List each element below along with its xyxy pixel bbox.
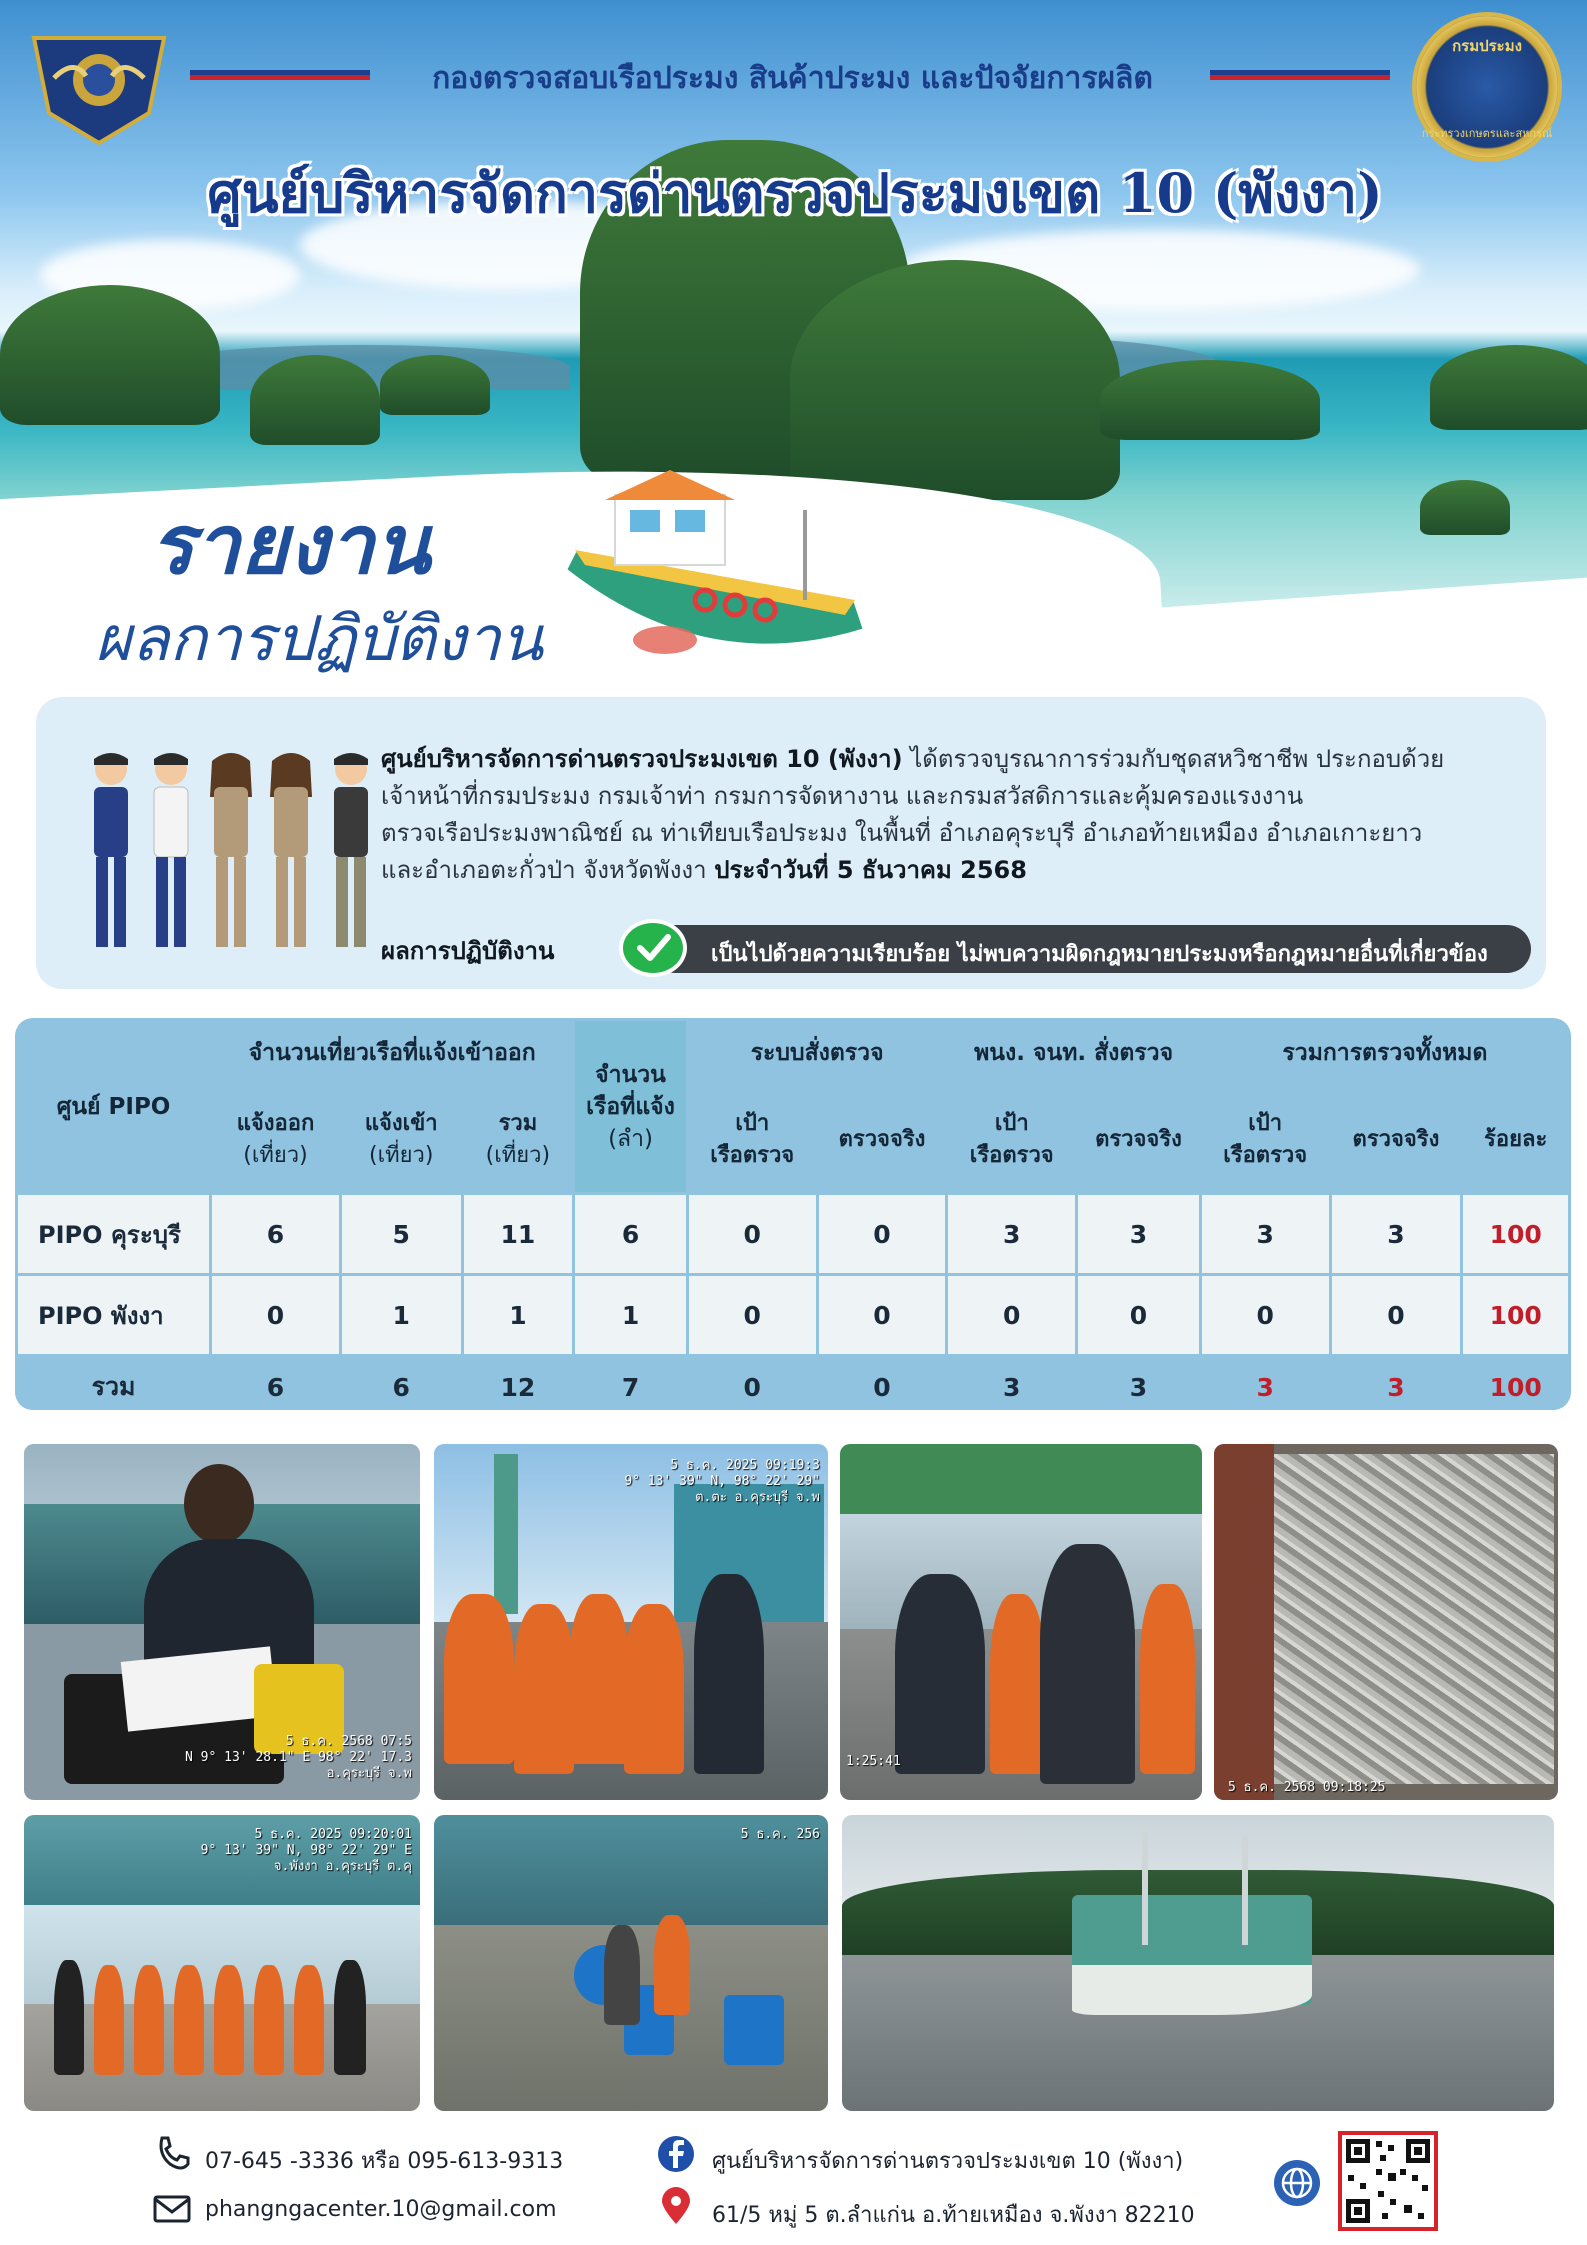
cell-in: 1	[342, 1276, 461, 1354]
header-off-target-2: เรือตรวจ	[969, 1143, 1054, 1168]
description-line3: ตรวจเรือประมงพาณิชย์ ณ ท่าเทียบเรือประมง ในพื้นที่ อำเภอคุระบุรี อำเภอท้ายเหมือง อำเภอเกาะยาว	[381, 819, 1423, 847]
cell-off-target: 0	[948, 1276, 1075, 1354]
cell-sum: 11	[464, 1195, 573, 1273]
envelope-icon	[152, 2188, 192, 2228]
header-in-label: แจ้งเข้า	[364, 1111, 438, 1136]
cell-sys-actual: 0	[819, 1276, 946, 1354]
header-out-label: แจ้งออก	[236, 1111, 315, 1136]
header-system-group: ระบบสั่งตรวจ	[689, 1021, 946, 1085]
header-tot-target	[1202, 1088, 1329, 1192]
header-tot-actual: ตรวจจริง	[1332, 1088, 1461, 1192]
total-out: 6	[212, 1357, 339, 1410]
fishing-boat-illustration	[555, 450, 875, 690]
report-title-line1: รายงาน	[150, 497, 431, 593]
header-vessels	[575, 1021, 686, 1192]
cell-percent: 100	[1463, 1195, 1568, 1273]
cell-out: 6	[212, 1195, 339, 1273]
result-label: ผลการปฏิบัติงาน	[381, 937, 555, 965]
photo5-stamp-1: 5 ธ.ค. 2025 09:20:01	[254, 1827, 412, 1842]
report-description	[381, 741, 1521, 889]
result-row	[381, 919, 1531, 975]
cell-tot-actual: 0	[1332, 1276, 1461, 1354]
total-in: 6	[342, 1357, 461, 1410]
cell-out: 0	[212, 1276, 339, 1354]
header-off-actual: ตรวจจริง	[1078, 1088, 1199, 1192]
header-out	[212, 1088, 339, 1192]
cell-tot-target: 0	[1202, 1276, 1329, 1354]
check-icon	[619, 919, 687, 977]
photo1-stamp-2: N 9° 13' 28.1" E 98° 22' 17.3	[185, 1750, 412, 1765]
location-pin-icon	[656, 2186, 696, 2226]
heading-rule-left	[190, 70, 370, 80]
cell-vessels: 6	[575, 1195, 686, 1273]
cell-sys-target: 0	[689, 1276, 816, 1354]
header-total-group: รวมการตรวจทั้งหมด	[1202, 1021, 1568, 1085]
total-sum: 12	[464, 1357, 573, 1410]
table-row	[18, 1195, 1568, 1273]
table-total-row	[18, 1357, 1568, 1410]
cell-off-actual: 3	[1078, 1195, 1199, 1273]
header-sum-unit: (เที่ยว)	[485, 1143, 551, 1168]
facebook-icon	[656, 2134, 696, 2174]
description-line4: และอำเภอตะกั่วป่า จังหวัดพังงา	[381, 856, 715, 884]
globe-icon[interactable]	[1272, 2158, 1322, 2208]
header-in	[342, 1088, 461, 1192]
header-sys-target	[689, 1088, 816, 1192]
address: 61/5 หมู่ 5 ต.ลำแก่น อ.ท้ายเหมือง จ.พังงา 82210	[712, 2203, 1195, 2228]
cell-sum: 1	[464, 1276, 573, 1354]
result-text: เป็นไปด้วยความเรียบร้อย ไม่พบความผิดกฎหมายประมงหรือกฎหมายอื่นที่เกี่ยวข้อง	[651, 925, 1531, 973]
total-tot-target: 3	[1202, 1357, 1329, 1410]
header-sys-actual: ตรวจจริง	[819, 1088, 946, 1192]
photo-fish-catch	[1214, 1444, 1558, 1800]
header-sum	[464, 1088, 573, 1192]
photo1-stamp-3: อ.คุระบุรี จ.พ	[326, 1766, 412, 1781]
header-tot-target-1: เป้า	[1248, 1111, 1283, 1136]
phone-number: 07-645 -3336 หรือ 095-613-9313	[205, 2149, 564, 2174]
cell-off-actual: 0	[1078, 1276, 1199, 1354]
header-off-target	[948, 1088, 1075, 1192]
header-sys-target-2: เรือตรวจ	[710, 1143, 795, 1168]
photo-officer-documents	[24, 1444, 420, 1800]
cell-vessels: 1	[575, 1276, 686, 1354]
phone-icon	[152, 2134, 192, 2174]
total-off-target: 3	[948, 1357, 1075, 1410]
description-line1: ได้ตรวจบูรณาการร่วมกับชุดสหวิชาชีพ ประกอบด้วย	[902, 745, 1445, 773]
total-vessels: 7	[575, 1357, 686, 1410]
cell-percent: 100	[1463, 1276, 1568, 1354]
total-name: รวม	[18, 1357, 209, 1410]
header-off-target-1: เป้า	[994, 1111, 1029, 1136]
photo5-stamp-2: 9° 13' 39" N, 98° 22' 29" E	[200, 1843, 412, 1858]
row-name: PIPO พังงา	[18, 1276, 209, 1354]
description-line2: เจ้าหน้าที่กรมประมง กรมเจ้าท่า กรมการจัดหางาน และกรมสวัสดิการและคุ้มครองแรงงาน	[381, 782, 1304, 810]
photo2-stamp-3: ต.ตะ อ.คุระบุรี จ.พ	[695, 1490, 820, 1505]
row-name: PIPO คุระบุรี	[18, 1195, 209, 1273]
photo2-stamp-1: 5 ธ.ค. 2025 09:19:3	[670, 1458, 820, 1473]
header-percent: ร้อยละ	[1463, 1088, 1568, 1192]
photo-deck-inspection	[434, 1815, 828, 2111]
report-summary-card	[36, 697, 1546, 989]
photo-pier-inspection	[840, 1444, 1202, 1800]
cell-tot-target: 3	[1202, 1195, 1329, 1273]
header-center: ศูนย์ PIPO	[18, 1021, 209, 1192]
cell-sys-actual: 0	[819, 1195, 946, 1273]
total-off-actual: 3	[1078, 1357, 1199, 1410]
report-date: ประจำวันที่ 5 ธันวาคม 2568	[714, 856, 1027, 884]
header-vessels-unit: (ลำ)	[608, 1125, 654, 1152]
org-name: ศูนย์บริหารจัดการด่านตรวจประมงเขต 10 (พังงา)	[381, 745, 903, 773]
table-row	[18, 1276, 1568, 1354]
total-tot-actual: 3	[1332, 1357, 1461, 1410]
total-sys-actual: 0	[819, 1357, 946, 1410]
photo4-stamp: 5 ธ.ค. 2568 09:18:25	[1228, 1780, 1386, 1795]
header-tot-target-2: เรือตรวจ	[1223, 1143, 1308, 1168]
header-vessels-line1: จำนวน	[595, 1061, 666, 1088]
cell-off-target: 3	[948, 1195, 1075, 1273]
photo3-stamp: 1:25:41	[846, 1754, 901, 1769]
total-sys-target: 0	[689, 1357, 816, 1410]
cell-sys-target: 0	[689, 1195, 816, 1273]
total-percent: 100	[1463, 1357, 1568, 1410]
officers-illustration	[86, 747, 386, 957]
cell-in: 5	[342, 1195, 461, 1273]
header-out-unit: (เที่ยว)	[243, 1143, 308, 1168]
fishery-inspection-badge	[24, 18, 174, 148]
qr-code[interactable]	[1338, 2131, 1438, 2231]
photo-group-pier	[24, 1815, 420, 2111]
cell-tot-actual: 3	[1332, 1195, 1461, 1273]
report-title-line2: ผลการปฏิบัติงาน	[95, 602, 544, 675]
photo5-stamp-3: จ.พังงา อ.คุระบุรี ต.คุ	[273, 1859, 412, 1874]
header-trips-group: จำนวนเที่ยวเรือที่แจ้งเข้าออก	[212, 1021, 572, 1085]
division-heading: กองตรวจสอบเรือประมง สินค้าประมง และปัจจัยการผลิต	[432, 61, 1153, 96]
inspection-table	[15, 1018, 1571, 1410]
header-vessels-line2: เรือที่แจ้ง	[586, 1093, 675, 1120]
header-officer-group: พนง. จนท. สั่งตรวจ	[948, 1021, 1198, 1085]
email-address[interactable]: phangngacenter.10@gmail.com	[205, 2197, 557, 2222]
photo1-stamp-1: 5 ธ.ค. 2568 07:5	[285, 1734, 412, 1749]
photo-fishing-vessel	[842, 1815, 1554, 2111]
photo6-stamp: 5 ธ.ค. 256	[740, 1827, 820, 1842]
photo2-stamp-2: 9° 13' 39" N, 98° 22' 29"	[624, 1474, 820, 1489]
facebook-page[interactable]: ศูนย์บริหารจัดการด่านตรวจประมงเขต 10 (พังงา)	[712, 2149, 1184, 2174]
department-of-fisheries-seal: กรมประมง กระทรวงเกษตรและสหกรณ์	[1412, 12, 1562, 162]
heading-rule-right	[1210, 70, 1390, 80]
header-sys-target-1: เป้า	[735, 1111, 770, 1136]
header-in-unit: (เที่ยว)	[369, 1143, 434, 1168]
page-title: ศูนย์บริหารจัดการด่านตรวจประมงเขต 10 (พังงา)	[207, 161, 1383, 225]
photo-crew-checks	[434, 1444, 828, 1800]
header-sum-label: รวม	[498, 1111, 538, 1136]
